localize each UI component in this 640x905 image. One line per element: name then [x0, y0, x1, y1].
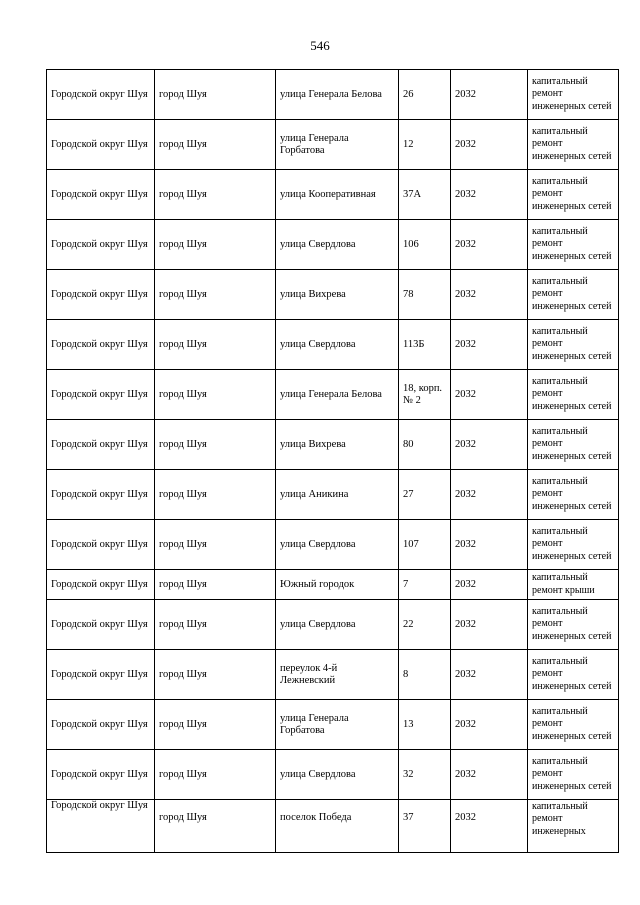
- table-row: [47, 470, 619, 520]
- year-cell: 2032: [451, 570, 528, 600]
- year-cell: 2032: [451, 220, 528, 270]
- street-cell: улица Свердлова: [276, 600, 399, 650]
- locality-cell: город Шуя: [155, 270, 276, 320]
- year-cell: 2032: [451, 470, 528, 520]
- year-cell: 2032: [451, 700, 528, 750]
- table-row: [47, 220, 619, 270]
- house-cell: 13: [399, 700, 451, 750]
- house-cell: 7: [399, 570, 451, 600]
- table-row: [47, 700, 619, 750]
- house-cell: 107: [399, 520, 451, 570]
- page-number: 546: [310, 38, 330, 53]
- district-cell: Городской округ Шуя: [47, 220, 155, 270]
- house-cell: 113Б: [399, 320, 451, 370]
- house-cell: 32: [399, 750, 451, 800]
- table-row: [47, 270, 619, 320]
- house-cell: 8: [399, 650, 451, 700]
- street-cell: улица Генерала Белова: [276, 370, 399, 420]
- table-row: [47, 70, 619, 120]
- street-cell: поселок Победа: [276, 800, 399, 853]
- year-cell: 2032: [451, 650, 528, 700]
- locality-cell: город Шуя: [155, 220, 276, 270]
- street-cell: улица Свердлова: [276, 220, 399, 270]
- street-cell: улица Аникина: [276, 470, 399, 520]
- table-row: [47, 120, 619, 170]
- district-cell: Городской округ Шуя: [47, 600, 155, 650]
- street-cell: переулок 4-й Лежневский: [276, 650, 399, 700]
- locality-cell: город Шуя: [155, 700, 276, 750]
- year-cell: 2032: [451, 520, 528, 570]
- work-type-cell: капитальный ремонт инженерных сетей: [528, 470, 619, 520]
- locality-cell: город Шуя: [155, 470, 276, 520]
- table-row: [47, 650, 619, 700]
- year-cell: 2032: [451, 370, 528, 420]
- street-cell: улица Свердлова: [276, 750, 399, 800]
- work-type-cell: капитальный ремонт инженерных сетей: [528, 420, 619, 470]
- locality-cell: город Шуя: [155, 750, 276, 800]
- locality-cell: город Шуя: [155, 520, 276, 570]
- district-cell: Городской округ Шуя: [47, 120, 155, 170]
- year-cell: 2032: [451, 70, 528, 120]
- locality-cell: город Шуя: [155, 600, 276, 650]
- house-cell: 106: [399, 220, 451, 270]
- work-type-cell: капитальный ремонт инженерных: [528, 800, 619, 853]
- street-cell: улица Генерала Горбатова: [276, 120, 399, 170]
- table-row: [47, 800, 619, 853]
- table-row: [47, 600, 619, 650]
- table-row: [47, 570, 619, 600]
- work-type-cell: капитальный ремонт инженерных сетей: [528, 750, 619, 800]
- house-cell: 80: [399, 420, 451, 470]
- year-cell: 2032: [451, 270, 528, 320]
- district-cell: Городской округ Шуя: [47, 320, 155, 370]
- house-cell: 27: [399, 470, 451, 520]
- district-cell: Городской округ Шуя: [47, 470, 155, 520]
- district-cell: Городской округ Шуя: [47, 70, 155, 120]
- work-type-cell: капитальный ремонт инженерных сетей: [528, 70, 619, 120]
- repair-schedule-table: [46, 69, 619, 853]
- district-cell: Городской округ Шуя: [47, 420, 155, 470]
- locality-cell: город Шуя: [155, 120, 276, 170]
- street-cell: улица Свердлова: [276, 520, 399, 570]
- street-cell: улица Вихрева: [276, 420, 399, 470]
- table-row: [47, 370, 619, 420]
- work-type-cell: капитальный ремонт инженерных сетей: [528, 600, 619, 650]
- locality-cell: город Шуя: [155, 800, 276, 853]
- year-cell: 2032: [451, 420, 528, 470]
- district-cell: Городской округ Шуя: [47, 750, 155, 800]
- district-cell: Городской округ Шуя: [47, 170, 155, 220]
- work-type-cell: капитальный ремонт инженерных сетей: [528, 700, 619, 750]
- locality-cell: город Шуя: [155, 570, 276, 600]
- table-row: [47, 320, 619, 370]
- table-row: [47, 420, 619, 470]
- street-cell: улица Кооперативная: [276, 170, 399, 220]
- work-type-cell: капитальный ремонт инженерных сетей: [528, 270, 619, 320]
- locality-cell: город Шуя: [155, 420, 276, 470]
- district-cell: Городской округ Шуя: [47, 650, 155, 700]
- table-row: [47, 520, 619, 570]
- street-cell: улица Генерала Горбатова: [276, 700, 399, 750]
- year-cell: 2032: [451, 600, 528, 650]
- house-cell: 37А: [399, 170, 451, 220]
- district-cell: Городской округ Шуя: [47, 270, 155, 320]
- year-cell: 2032: [451, 320, 528, 370]
- house-cell: 26: [399, 70, 451, 120]
- district-cell: Городской округ Шуя: [47, 570, 155, 600]
- street-cell: улица Генерала Белова: [276, 70, 399, 120]
- locality-cell: город Шуя: [155, 320, 276, 370]
- district-cell: Городской округ Шуя: [47, 700, 155, 750]
- locality-cell: город Шуя: [155, 650, 276, 700]
- work-type-cell: капитальный ремонт инженерных сетей: [528, 370, 619, 420]
- work-type-cell: капитальный ремонт инженерных сетей: [528, 220, 619, 270]
- year-cell: 2032: [451, 750, 528, 800]
- year-cell: 2032: [451, 120, 528, 170]
- house-cell: 18, корп. № 2: [399, 370, 451, 420]
- work-type-cell: капитальный ремонт инженерных сетей: [528, 650, 619, 700]
- house-cell: 12: [399, 120, 451, 170]
- locality-cell: город Шуя: [155, 170, 276, 220]
- work-type-cell: капитальный ремонт инженерных сетей: [528, 520, 619, 570]
- house-cell: 22: [399, 600, 451, 650]
- street-cell: Южный городок: [276, 570, 399, 600]
- street-cell: улица Свердлова: [276, 320, 399, 370]
- street-cell: улица Вихрева: [276, 270, 399, 320]
- house-cell: 37: [399, 800, 451, 853]
- year-cell: 2032: [451, 800, 528, 853]
- district-cell: Городской округ Шуя: [47, 800, 155, 853]
- locality-cell: город Шуя: [155, 370, 276, 420]
- district-cell: Городской округ Шуя: [47, 370, 155, 420]
- house-cell: 78: [399, 270, 451, 320]
- locality-cell: город Шуя: [155, 70, 276, 120]
- work-type-cell: капитальный ремонт инженерных сетей: [528, 320, 619, 370]
- work-type-cell: капитальный ремонт крыши: [528, 570, 619, 600]
- year-cell: 2032: [451, 170, 528, 220]
- work-type-cell: капитальный ремонт инженерных сетей: [528, 120, 619, 170]
- table-row: [47, 750, 619, 800]
- table-row: [47, 170, 619, 220]
- work-type-cell: капитальный ремонт инженерных сетей: [528, 170, 619, 220]
- district-cell: Городской округ Шуя: [47, 520, 155, 570]
